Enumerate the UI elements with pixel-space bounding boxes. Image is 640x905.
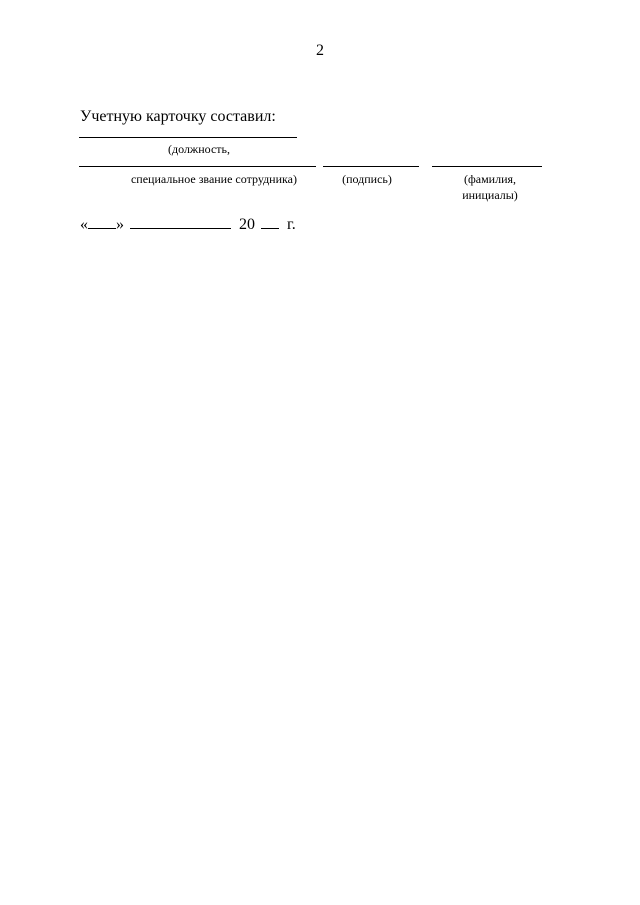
signature-line <box>323 166 419 167</box>
month-blank <box>130 214 231 229</box>
year-suffix: г. <box>287 216 296 233</box>
form-heading: Учетную карточку составил: <box>80 108 276 125</box>
position-label: (должность, <box>168 142 230 156</box>
name-line <box>432 166 542 167</box>
year-prefix: 20 <box>239 216 255 233</box>
rank-label: специальное звание сотрудника) <box>130 172 297 186</box>
date-open-quote: « <box>80 216 88 233</box>
page-number: 2 <box>316 42 324 59</box>
name-label-line2: инициалы) <box>462 188 518 202</box>
date-row <box>80 214 296 234</box>
rank-line <box>79 166 316 167</box>
position-line <box>79 137 297 138</box>
day-blank <box>88 214 116 229</box>
signature-label: (подпись) <box>342 172 392 186</box>
date-close-quote: » <box>116 216 124 233</box>
year-blank <box>261 214 279 229</box>
name-label-line1: (фамилия, <box>463 172 517 186</box>
